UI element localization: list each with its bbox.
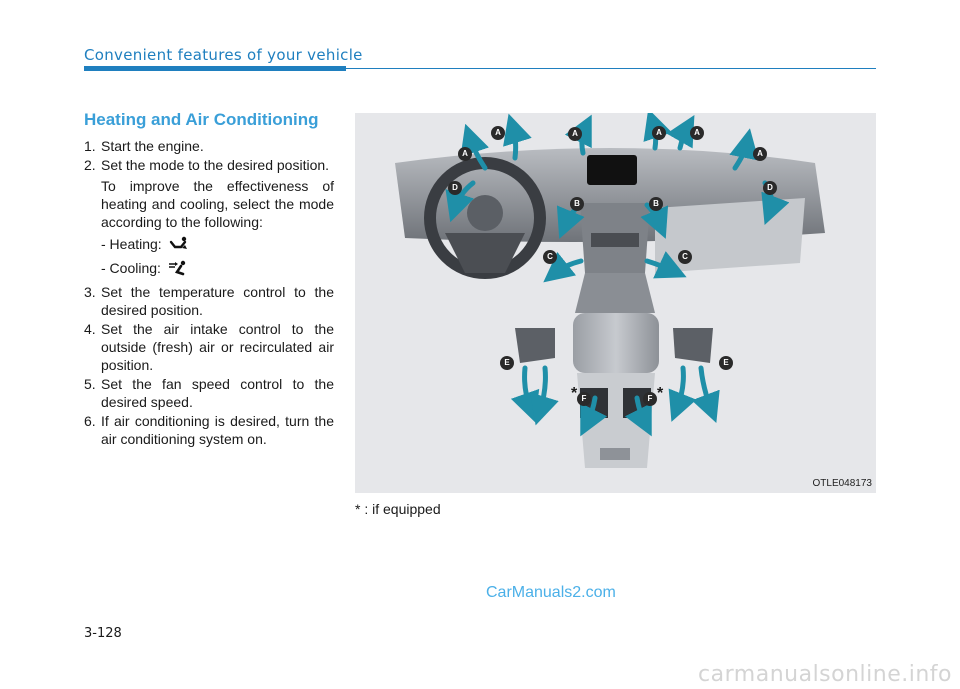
step-text: Start the engine. (101, 138, 204, 154)
step-text: Set the mode to the desired position. (101, 157, 330, 173)
vent-label-a: A (690, 126, 704, 140)
step-3 (84, 283, 334, 319)
dashboard-vent-illustration (355, 113, 876, 493)
step-number: 6. (84, 413, 96, 429)
face-mode-icon (167, 260, 189, 276)
step-2-note: To improve the effectiveness of heating and cooling, select the mode according to the following: (101, 178, 334, 230)
step-1 (84, 137, 334, 155)
step-number: 4. (84, 321, 96, 337)
step-text: If air conditioning is desired, turn the air conditioning system on. (101, 413, 334, 447)
step-text: Set the air intake control to the outside (fresh) air or recirculated air position. (101, 321, 334, 373)
step-text: Set the fan speed control to the desired speed. (101, 376, 334, 410)
step-number: 2. (84, 157, 96, 173)
step-6 (84, 412, 334, 448)
header-title: Convenient features of your vehicle (84, 46, 363, 64)
page-number: 3-128 (84, 626, 122, 641)
heating-mode-line (101, 235, 334, 253)
cooling-mode-line (101, 259, 334, 277)
vent-label-c: C (678, 250, 692, 264)
vent-label-e: E (719, 356, 733, 370)
center-screen (587, 155, 637, 185)
vent-label-a: A (568, 127, 582, 141)
vent-label-e: E (500, 356, 514, 370)
vent-label-a: A (458, 147, 472, 161)
vent-label-f: F (577, 392, 591, 406)
floor-mode-icon (168, 236, 190, 252)
vent-label-b: B (570, 197, 584, 211)
watermark: CarManuals2.com (486, 584, 616, 601)
section-title: Heating and Air Conditioning (84, 110, 319, 129)
vent-label-a: A (753, 147, 767, 161)
vent-label-d: D (763, 181, 777, 195)
header-rule-thick (84, 66, 346, 71)
vent-label-a: A (652, 126, 666, 140)
figure-code: OTLE048173 (812, 478, 872, 489)
dashboard-drawing (355, 113, 876, 493)
equipped-asterisk: * (571, 385, 578, 402)
step-2 (84, 156, 334, 174)
vent-label-d: D (448, 181, 462, 195)
header-rule-thin (346, 68, 876, 69)
step-number: 3. (84, 284, 96, 300)
cooling-label: - Cooling: (101, 260, 161, 276)
vent-label-c: C (543, 250, 557, 264)
vent-label-a: A (491, 126, 505, 140)
step-text: Set the temperature control to the desired position. (101, 284, 334, 318)
vent-label-b: B (649, 197, 663, 211)
step-number: 1. (84, 138, 96, 154)
footnote: * : if equipped (355, 501, 441, 517)
site-watermark: carmanualsonline.info (698, 662, 952, 687)
steps-list (84, 137, 334, 449)
vent-label-f: F (643, 392, 657, 406)
equipped-asterisk: * (657, 385, 664, 402)
step-4 (84, 320, 334, 374)
step-5 (84, 375, 334, 411)
heating-label: - Heating: (101, 236, 162, 252)
center-console (573, 313, 659, 373)
step-number: 5. (84, 376, 96, 392)
